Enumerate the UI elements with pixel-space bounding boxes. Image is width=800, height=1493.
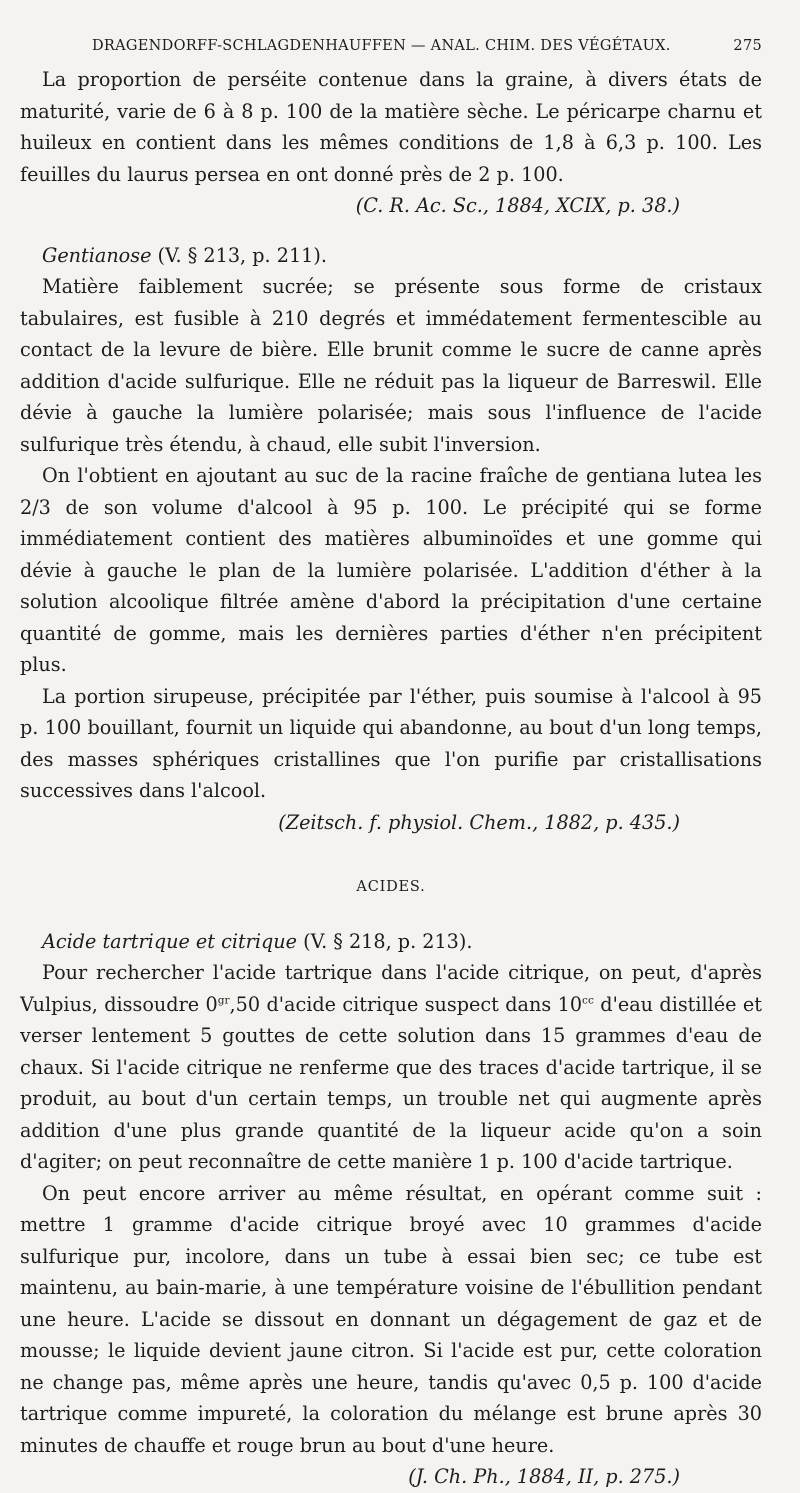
section-title: ACIDES.: [356, 879, 426, 895]
gentianose-heading: [20, 240, 762, 272]
gentianose-citation: (Zeitsch. f. physiol. Chem., 1882, p. 435.): [278, 810, 680, 834]
gentianose-paragraph-3: La portion sirupeuse, précipitée par l'éther, puis soumise à l'alcool à 95 p. 100 bouillant, fournit un liquide qui abandonne, au bout d'un long temps, des masses sphériques cristallines que l'on purifie par cristallisations successives dans l'alcool.: [20, 684, 762, 802]
tartrique-heading-title: Acide tartrique et citrique: [42, 929, 297, 953]
perseite-citation: (C. R. Ac. Sc., 1884, XCIX, p. 38.): [355, 194, 680, 217]
perseite-paragraph: La proportion de perséite contenue dans la graine, à divers états de maturité, varie de 6 à 8 p. 100 de la matière sèche. Le péricarpe charnu et huileux en contient dans les mêmes conditions de 1,8 à 6,3 p. 100. Les feuilles du laurus persea en ont donné près de 2 p. 100.: [20, 68, 762, 186]
gentianose-paragraph-1: Matière faiblement sucrée; se présente sous forme de cristaux tabulaires, est fusible à 210 degrés et immédatement fermentescible au contact de la levure de bière. Elle brunit comme le sucre de canne après addition d'acide sulfurique. Elle ne réduit pas la liqueur de Barreswil. Elle dévie à gauche la lumière polarisée; mais sous l'influence de l'acide sulfurique très étendu, à chaud, elle subit l'inversion.: [20, 275, 762, 456]
gentianose-heading-ref: (V. § 213, p. 211).: [151, 243, 327, 267]
tartrique-heading: [20, 926, 762, 958]
gentianose-heading-title: Gentianose: [42, 243, 152, 267]
page-number: 275: [733, 38, 762, 54]
page-body: [20, 64, 762, 1493]
tartrique-paragraph-1: Pour rechercher l'acide tartrique dans l'acide citrique, on peut, d'après Vulpius, dissoudre $0^{gr},50$ d'acide citrique suspect dans $10^{cc}$ d'eau distillée et verser lentement 5 gouttes de cette solution dans 15 grammes d'eau de chaux. Si l'acide citrique ne renferme que des traces d'acide tartrique, il se produit, au bout d'un certain temps, un trouble net qui augmente après addition d'une plus grande quantité de la liqueur acide qu'on a soin d'agiter; on peut reconnaître de cette manière 1 p. 100 d'acide tartrique.: [20, 961, 763, 1173]
running-title: DRAGENDORFF-SCHLAGDENHAUFFEN — ANAL. CHIM. DES VÉGÉTAUX.: [92, 38, 671, 54]
tartrique-paragraph-2: On peut encore arriver au même résultat, en opérant comme suit : mettre 1 gramme d'acide citrique broyé avec 10 grammes d'acide sulfurique pur, incolore, dans un tube à essai bien sec; ce tube est maintenu, au bain-marie, à une température voisine de l'ébullition pendant une heure. L'acide se dissout en donnant un dégagement de gaz et de mousse; le liquide devient jaune citron. Si l'acide est pur, cette coloration ne change pas, même après une heure, tandis qu'avec 0,5 p. 100 d'acide tartrique comme impureté, la coloration du mélange est brune après 30 minutes de chauffe et rouge brun au bout d'une heure.: [20, 1181, 762, 1457]
tartrique-citation: (J. Ch. Ph., 1884, II, p. 275.): [408, 1465, 680, 1488]
running-header: [20, 38, 762, 54]
tartrique-heading-ref: (V. § 218, p. 213).: [296, 929, 473, 953]
gentianose-paragraph-2: On l'obtient en ajoutant au suc de la racine fraîche de gentiana lutea les 2/3 de son volume d'alcool à 95 p. 100. Le précipité qui se forme immédiatement contient des matières albuminoïdes et une gomme qui dévie à gauche le plan de la lumière polarisée. L'addition d'éther à la solution alcoolique filtrée amène d'abord la précipitation d'une certaine quantité de gomme, mais les dernières parties d'éther n'en précipitent plus.: [20, 464, 762, 676]
